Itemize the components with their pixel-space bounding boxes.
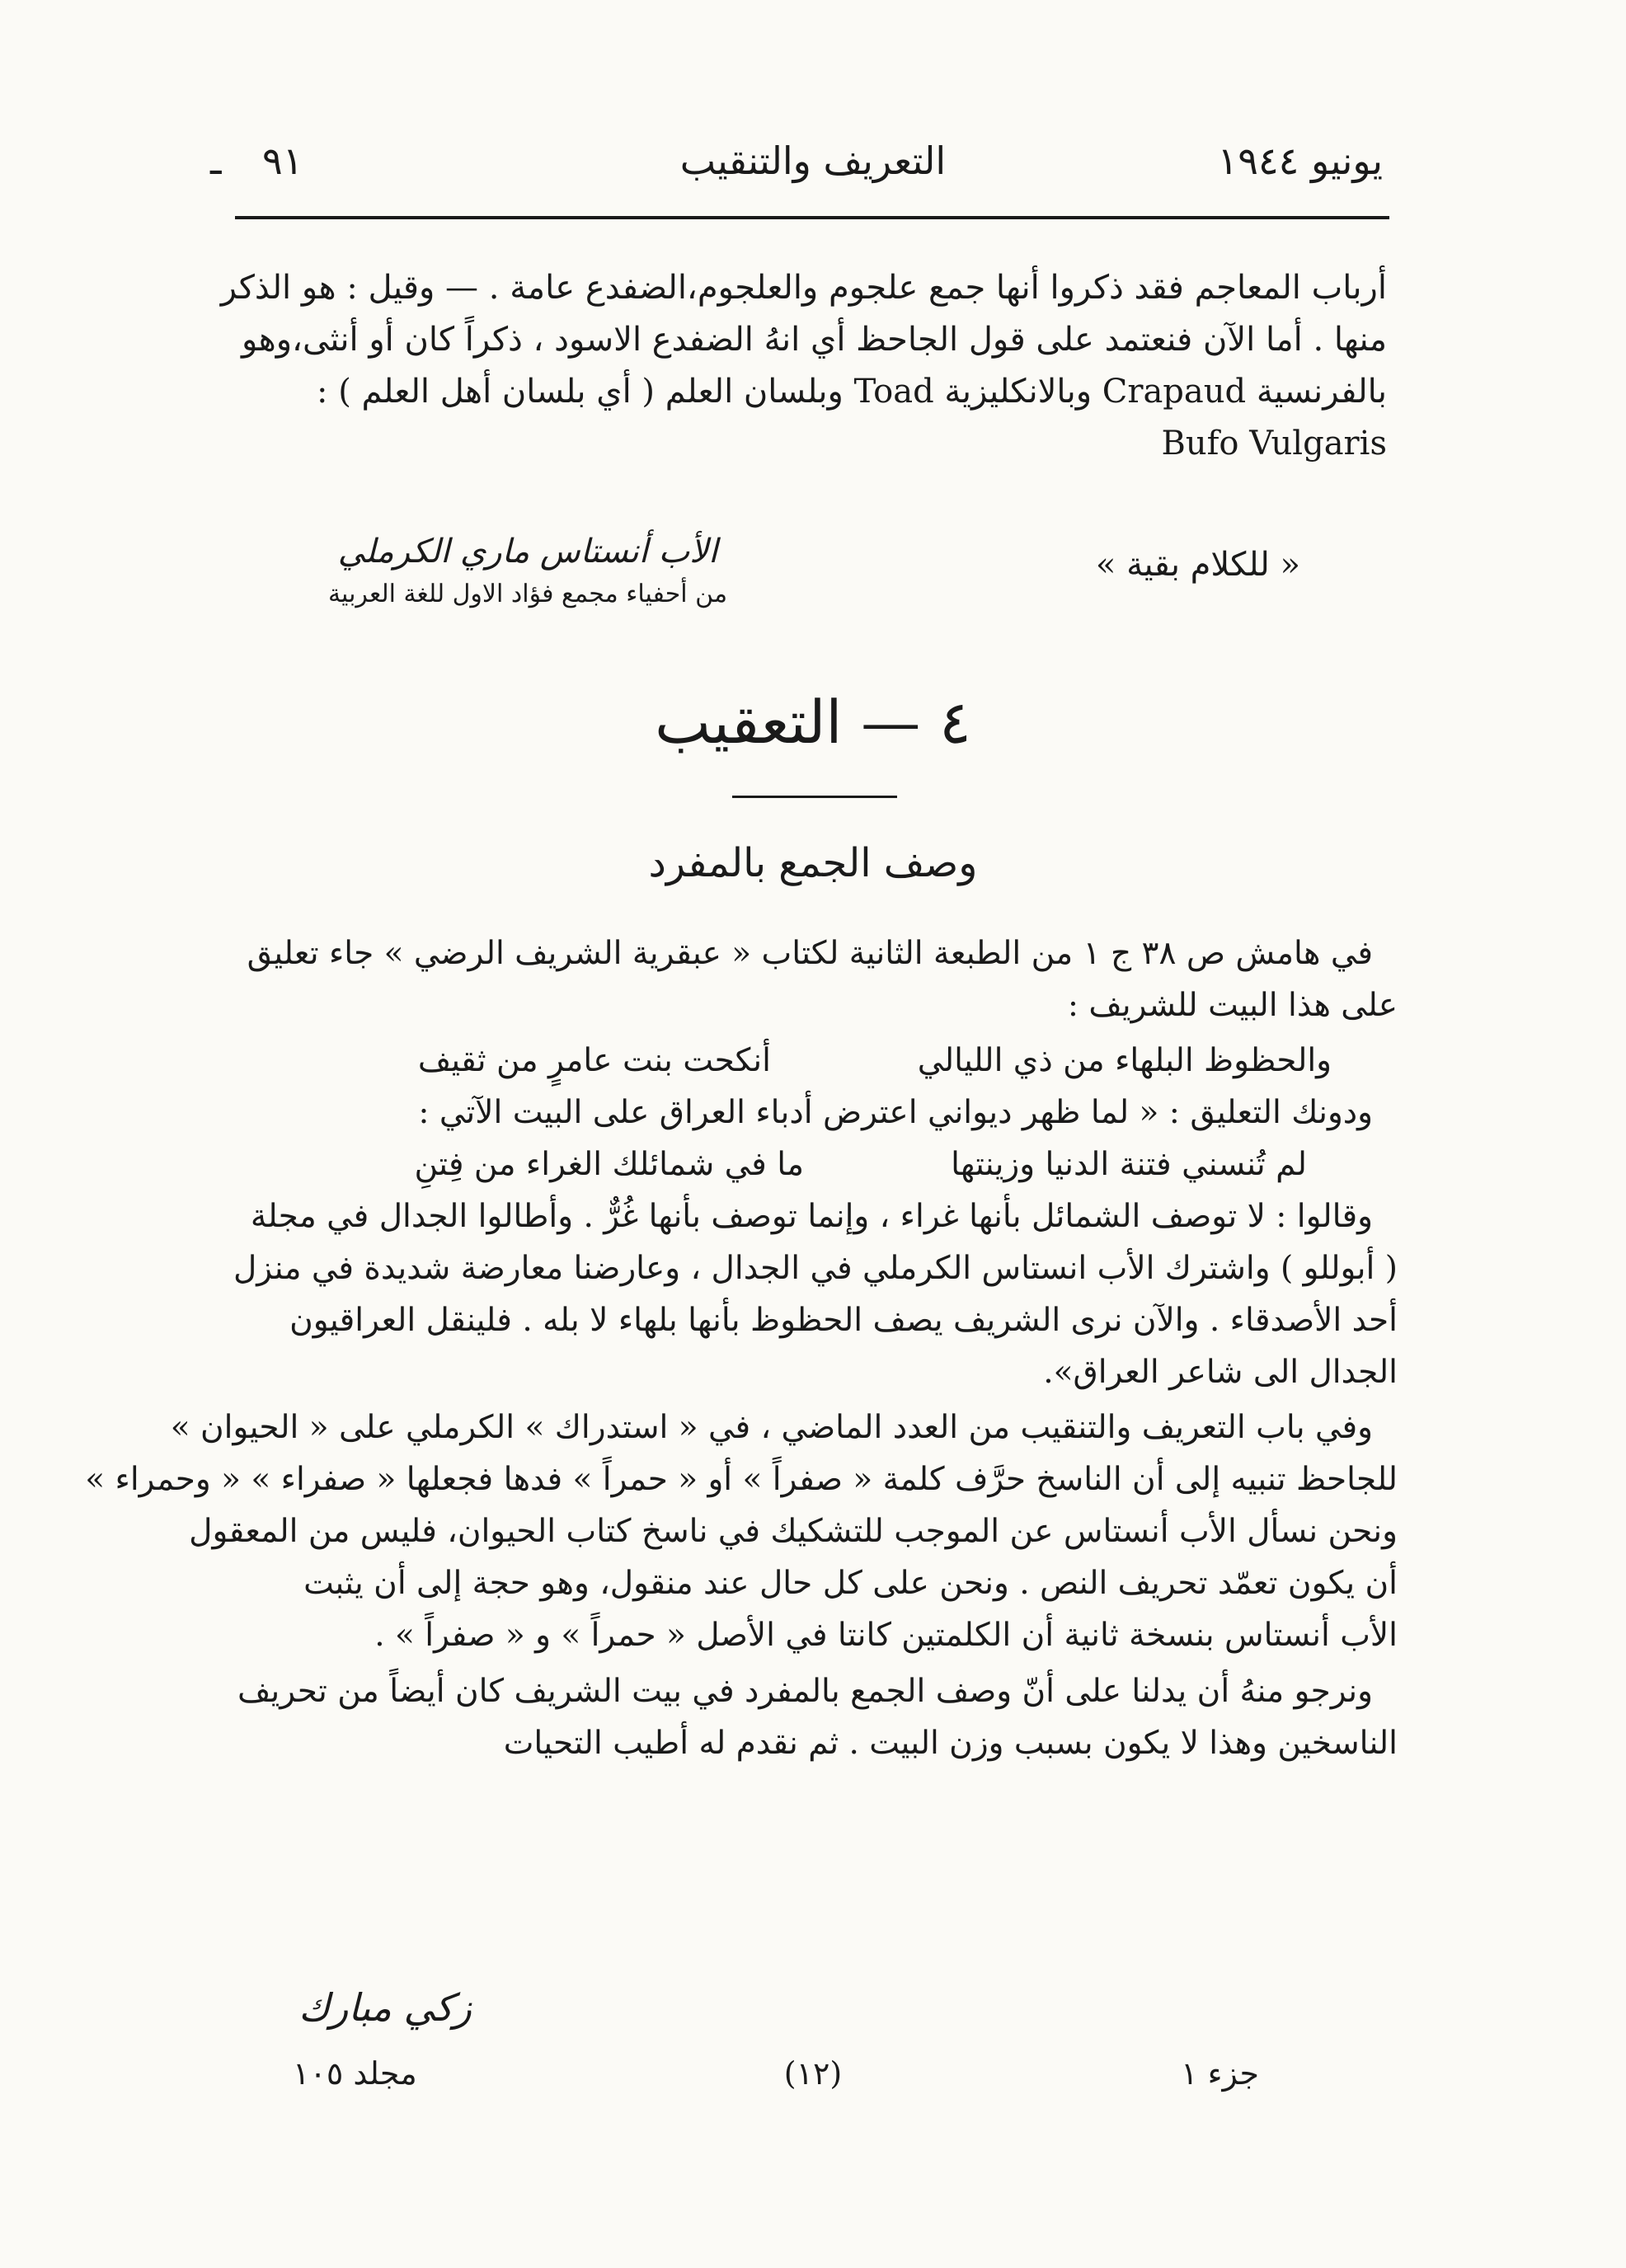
header-rule	[235, 216, 1389, 219]
paragraph-line: الجدال الى شاعر العراق».	[1043, 1354, 1398, 1391]
intro-latin-term: Bufo Vulgaris	[1161, 425, 1387, 463]
footer-issue-number: (١٢)	[783, 2055, 843, 2092]
paragraph-line: الناسخين وهذا لا يكون بسبب وزن البيت . ثم نقدم له أطيب التحيات	[503, 1725, 1398, 1762]
verse-hemistich-first: لم تُنسني فتنة الدنيا وزينتها	[951, 1146, 1307, 1183]
paragraph-line: ( أبوللو ) واشترك الأب انستاس الكرملي في الجدال ، وعارضنا معارضة شديدة في منزل	[233, 1250, 1398, 1287]
header-title: التعريف والتنقيب	[679, 139, 947, 183]
signature-block	[297, 528, 759, 613]
paragraph-line: أن يكون تعمّد تحريف النص . ونحن على كل حال عند منقول، وهو حجة إلى أن يثبت	[303, 1565, 1398, 1602]
author-signature: زكي مبارك	[298, 1985, 472, 2030]
paragraph-c	[233, 1190, 1398, 1398]
paragraph-line: في هامش ص ٣٨ ج ١ من الطبعة الثانية لكتاب « عبقرية الشريف الرضي » جاء تعليق	[247, 935, 1373, 972]
continued-note: « للكلام بقية »	[1095, 546, 1300, 584]
paragraph-a	[247, 927, 1398, 1031]
footer-volume: مجلد ١٠٥	[293, 2055, 417, 2092]
paragraph-line: وقالوا : لا توصف الشمائل بأنها غراء ، وإنما توصف بأنها غُرٌّ . وأطالوا الجدال في مجلة	[250, 1198, 1373, 1235]
verse-1	[247, 1035, 1398, 1087]
verse-hemistich-second: أنكحت بنت عامرٍ من ثقيف	[417, 1042, 771, 1079]
paragraph-line: وفي باب التعريف والتنقيب من العدد الماضي ، في « استدراك » الكرملي على « الحيوان »	[170, 1409, 1373, 1446]
verse-hemistich-second: ما في شمائلك الغراء من فِتنِ	[414, 1146, 804, 1183]
paragraph-b	[247, 1087, 1398, 1139]
paragraph-line: ونرجو منهُ أن يدلنا على أنّ وصف الجمع بالمفرد في بيت الشريف كان أيضاً من تحريف	[237, 1673, 1373, 1710]
paragraph-line: للجاحظ تنبيه إلى أن الناسخ حرَّف كلمة « صفراً » أو « حمراً » فدها فجعلها « صفراء » « وحمراء »	[85, 1461, 1398, 1498]
verse-2	[247, 1139, 1398, 1190]
paragraph-line: أحد الأصدقاء . والآن نرى الشريف يصف الحظوظ بأنها بلهاء لا بله . فلينقل العراقيون	[289, 1302, 1398, 1339]
paragraph-line: ونحن نسأل الأب أنستاس عن الموجب للتشكيك في ناسخ كتاب الحيوان، فليس من المعقول	[189, 1513, 1398, 1550]
footer-part: جزء ١	[1181, 2055, 1259, 2092]
intro-line: بالفرنسية Crapaud وبالانكليزية Toad وبلسان العلم ( أي بلسان أهل العلم ) :	[317, 373, 1387, 411]
section-title: ٤ — التعقيب	[655, 688, 971, 757]
verse-hemistich-first: والحظوظ البلهاء من ذي الليالي	[917, 1042, 1332, 1079]
paragraph-line: على هذا البيت للشريف :	[1067, 987, 1398, 1024]
intro-line: منها . أما الآن فنعتمد على قول الجاحظ أي انهُ الضفدع الاسود ، ذكراً كان أو أنثى،وهو	[241, 321, 1387, 359]
section-subheading: وصف الجمع بالمفرد	[648, 840, 978, 886]
paragraph-line: الأب أنستاس بنسخة ثانية أن الكلمتين كانتا في الأصل « حمراً » و « صفراً » .	[374, 1617, 1398, 1654]
header-page-number: ٩١	[262, 139, 303, 183]
paragraph-e	[237, 1665, 1398, 1769]
header-date: يونيو ١٩٤٤	[1217, 139, 1383, 183]
paragraph-d	[85, 1402, 1398, 1661]
intro-line: أرباب المعاجم فقد ذكروا أنها جمع علجوم والعلجوم،الضفدع عامة . — وقيل : هو الذكر	[220, 269, 1387, 307]
header-dash: ـ	[210, 139, 222, 183]
signature-name: الأب أنستاس ماري الكرملي	[337, 533, 718, 571]
title-rule	[732, 796, 897, 798]
signature-affiliation: من أحفياء مجمع فؤاد الاول للغة العربية	[327, 580, 728, 608]
paragraph-line: ودونك التعليق : « لما ظهر ديواني اعترض أدباء العراق على البيت الآتي :	[418, 1094, 1373, 1131]
